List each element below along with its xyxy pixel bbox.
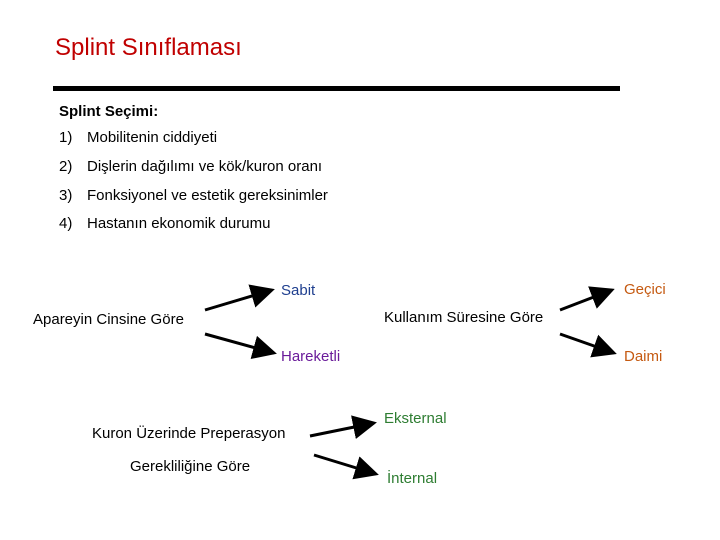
selection-item-text: Fonksiyonel ve estetik gereksinimler <box>87 187 328 204</box>
duration-root-label: Kullanım Süresine Göre <box>384 309 544 326</box>
selection-item-number: 2) <box>59 158 73 175</box>
preparation-root-label-line1: Kuron Üzerinde Preperasyon <box>92 425 286 442</box>
eksternal-label: Eksternal <box>384 410 447 427</box>
sabit-label: Sabit <box>281 282 316 299</box>
internal-label: İnternal <box>387 470 438 487</box>
slide-title: Splint Sınıflaması <box>55 34 242 61</box>
arrow-to-sabit <box>205 290 272 310</box>
selection-item-text: Dişlerin dağılımı ve kök/kuron oranı <box>87 158 323 175</box>
gecici-label: Geçici <box>624 281 666 298</box>
selection-heading: Splint Seçimi: <box>59 103 159 120</box>
daimi-label: Daimi <box>624 348 663 365</box>
selection-item-number: 4) <box>59 215 73 232</box>
arrow-to-internal <box>314 455 376 474</box>
arrow-to-hareketli <box>205 334 274 353</box>
preparation-root-label-line2: Gerekliliğine Göre <box>130 458 251 475</box>
selection-item-number: 1) <box>59 129 73 146</box>
hareketli-label: Hareketli <box>281 348 341 365</box>
appliance-type-root-label: Apareyin Cinsine Göre <box>33 311 184 328</box>
selection-item-text: Mobilitenin ciddiyeti <box>87 129 218 146</box>
arrow-to-eksternal <box>310 423 374 436</box>
selection-item-number: 3) <box>59 187 73 204</box>
arrow-to-daimi <box>560 334 614 353</box>
selection-item-text: Hastanın ekonomik durumu <box>87 215 271 232</box>
arrow-to-gecici <box>560 290 612 310</box>
